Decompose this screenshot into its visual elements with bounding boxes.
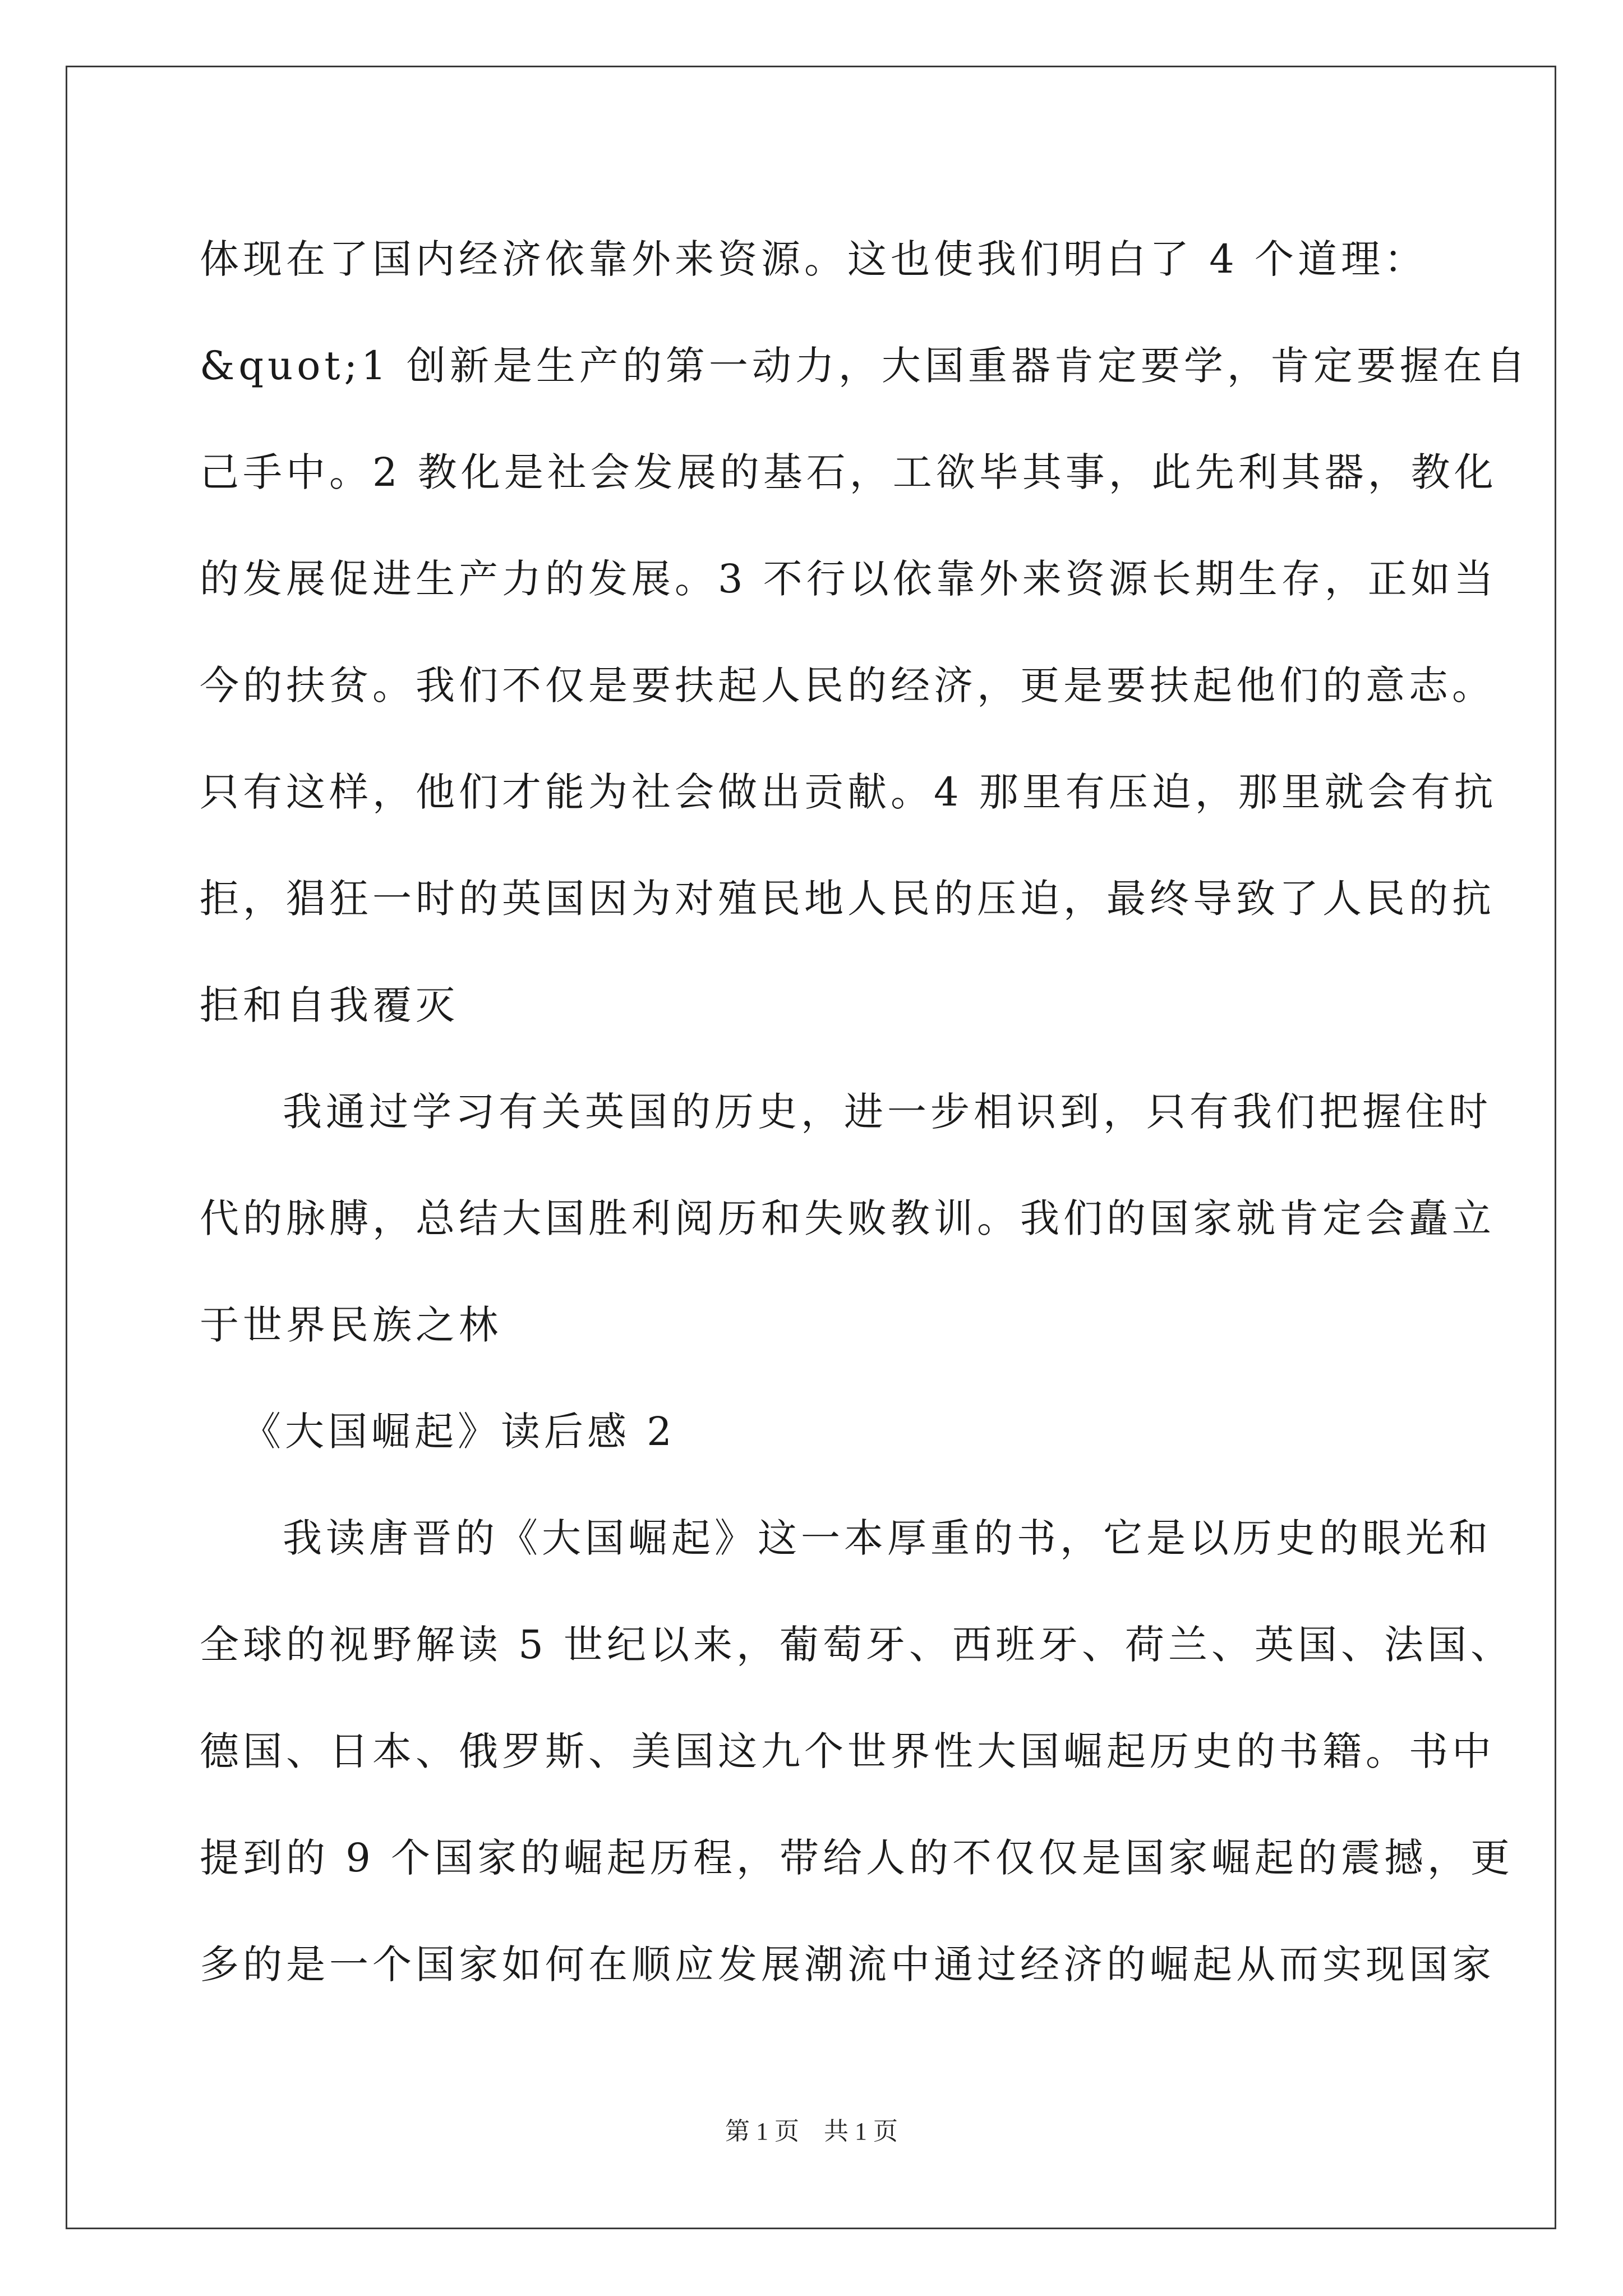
text-line: 的发展促进生产力的发展。3 不行以依靠外来资源长期生存，正如当	[200, 556, 1497, 602]
text-line: 代的脉膊，总结大国胜利阅历和失败教训。我们的国家就肯定会矗立	[200, 1195, 1495, 1241]
text-line: 只有这样，他们才能为社会做出贡献。4 那里有压迫，那里就会有抗	[200, 769, 1497, 815]
text-line: 拒，猖狂一时的英国因为对殖民地人民的压迫，最终导致了人民的抗	[200, 876, 1495, 922]
text-line: 于世界民族之林	[200, 1302, 502, 1348]
text-line: 多的是一个国家如何在顺应发展潮流中通过经济的崛起从而实现国家	[200, 1941, 1495, 1987]
text-line: 提到的 9 个国家的崛起历程，带给人的不仅仅是国家崛起的震撼，更	[200, 1835, 1514, 1881]
paragraph-start-line: 我读唐晋的《大国崛起》这一本厚重的书，它是以历史的眼光和	[283, 1515, 1492, 1561]
page-footer: 第 1 页 共 1 页	[725, 2118, 898, 2145]
text-line: 己手中。2 教化是社会发展的基石，工欲毕其事，此先利其器，教化	[200, 449, 1497, 495]
section-heading: 《大国崛起》读后感 2	[242, 1409, 676, 1455]
text-line: 拒和自我覆灭	[200, 982, 459, 1028]
text-line: &quot;1 创新是生产的第一动力，大国重器肯定要学，肯定要握在自	[200, 343, 1529, 389]
paragraph-start-line: 我通过学习有关英国的历史，进一步相识到，只有我们把握住时	[283, 1089, 1492, 1135]
text-line: 全球的视野解读 5 世纪以来，葡萄牙、西班牙、荷兰、英国、法国、	[200, 1622, 1514, 1668]
text-line: 今的扶贫。我们不仅是要扶起人民的经济，更是要扶起他们的意志。	[200, 662, 1495, 708]
text-line: 德国、日本、俄罗斯、美国这九个世界性大国崛起历史的书籍。书中	[200, 1728, 1495, 1774]
text-line: 体现在了国内经济依靠外来资源。这也使我们明白了 4 个道理：	[200, 236, 1428, 282]
